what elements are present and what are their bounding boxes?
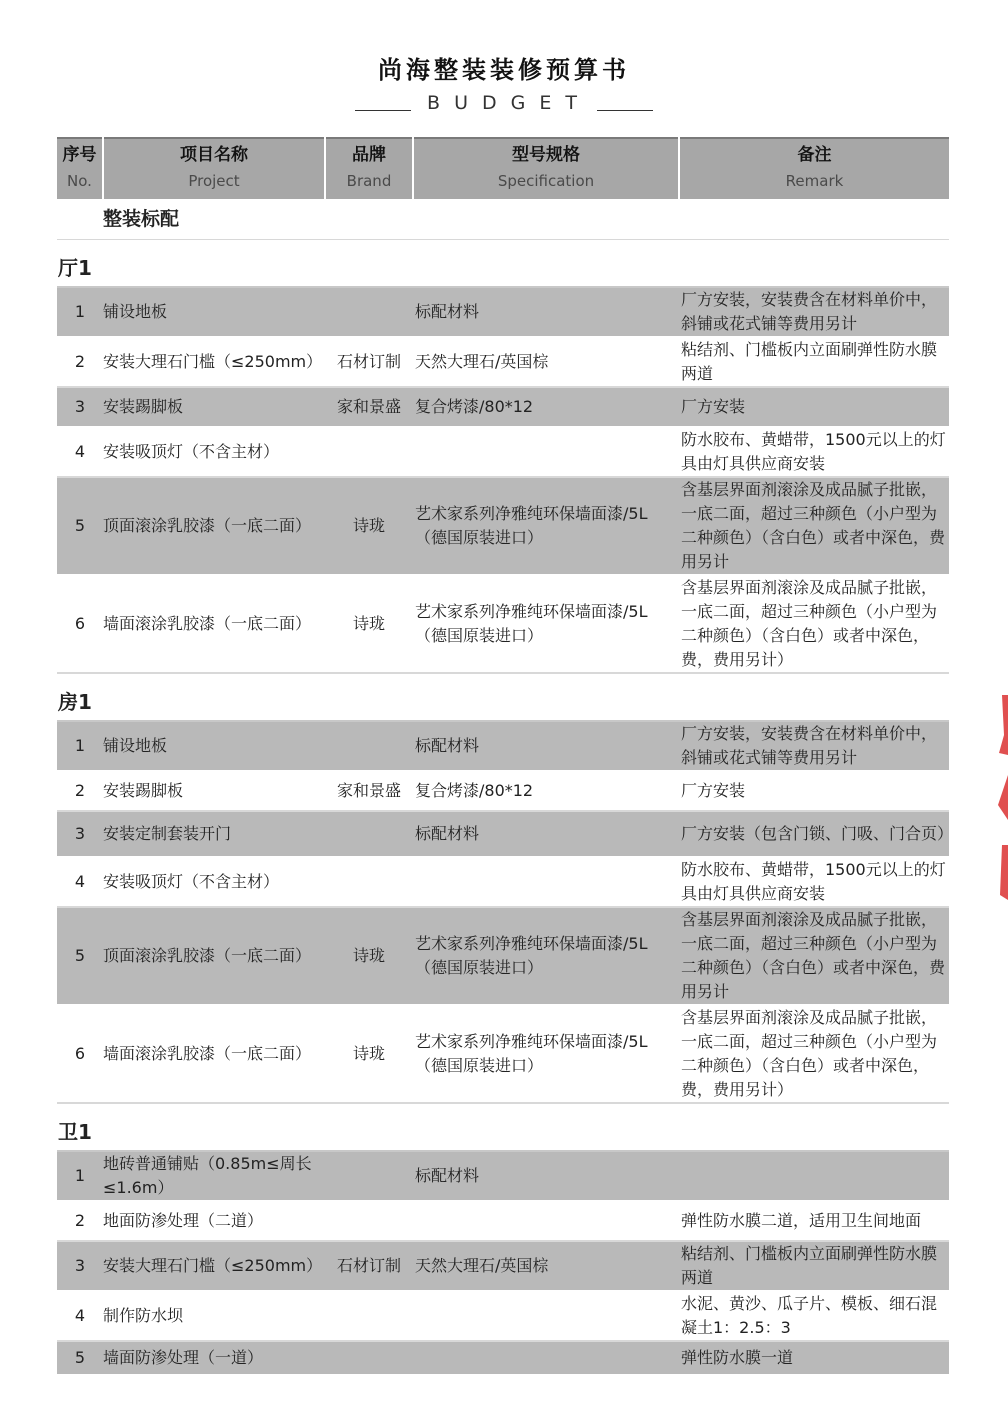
- project-name: 安装踢脚板: [103, 771, 325, 811]
- project-name: 安装大理石门槛（≤250mm）: [103, 337, 325, 387]
- brand: [325, 1291, 413, 1341]
- table-row: [57, 287, 949, 337]
- remark: 厂方安装: [679, 387, 949, 427]
- specification: 标配材料: [413, 721, 679, 771]
- remark: 弹性防水膜一道: [679, 1341, 949, 1375]
- remark: 含基层界面剂滚涂及成品腻子批嵌，一底二面，超过三种颜色（小户型为二种颜色）（含白色）或者中深色，费用另计: [679, 477, 949, 575]
- brand: 诗珑: [325, 1005, 413, 1103]
- project-name: 墙面防渗处理（一道）: [103, 1341, 325, 1375]
- room-section-header: [57, 673, 949, 721]
- row-number: 2: [57, 1201, 103, 1241]
- specification: [413, 857, 679, 907]
- specification: 艺术家系列净雅纯环保墙面漆/5L（德国原装进口）: [413, 575, 679, 673]
- specification: 天然大理石/英国棕: [413, 337, 679, 387]
- project-name: 顶面滚涂乳胶漆（一底二面）: [103, 477, 325, 575]
- specification: [413, 427, 679, 477]
- brand: 诗珑: [325, 907, 413, 1005]
- brand: [325, 1151, 413, 1201]
- table-row: [57, 771, 949, 811]
- room-name: 厅1: [57, 240, 949, 288]
- project-name: 安装踢脚板: [103, 387, 325, 427]
- remark: 厂方安装，安装费含在材料单价中，斜铺或花式铺等费用另计: [679, 721, 949, 771]
- table-row: [57, 477, 949, 575]
- table-row: [57, 1201, 949, 1241]
- brand: [325, 811, 413, 857]
- brand: 石材订制: [325, 1241, 413, 1291]
- table-row: [57, 857, 949, 907]
- specification: 复合烤漆/80*12: [413, 387, 679, 427]
- table-row: [57, 575, 949, 673]
- row-number: 2: [57, 337, 103, 387]
- row-number: 5: [57, 1341, 103, 1375]
- specification: 标配材料: [413, 811, 679, 857]
- brand: 诗珑: [325, 477, 413, 575]
- specification: 艺术家系列净雅纯环保墙面漆/5L（德国原装进口）: [413, 1005, 679, 1103]
- project-name: 安装吸顶灯（不含主材）: [103, 427, 325, 477]
- project-name: 墙面滚涂乳胶漆（一底二面）: [103, 575, 325, 673]
- specification: [413, 1201, 679, 1241]
- project-name: 顶面滚涂乳胶漆（一底二面）: [103, 907, 325, 1005]
- document-title: 尚海整装装修预算书: [378, 56, 630, 84]
- remark: 粘结剂、门槛板内立面刷弹性防水膜两道: [679, 1241, 949, 1291]
- project-name: 地面防渗处理（二道）: [103, 1201, 325, 1241]
- header-no: 序号 No.: [57, 138, 103, 199]
- specification: [413, 1341, 679, 1375]
- row-number: 3: [57, 387, 103, 427]
- package-label-row: [57, 199, 949, 240]
- brand: [325, 427, 413, 477]
- project-name: 铺设地板: [103, 287, 325, 337]
- remark: 厂方安装（包含门锁、门吸、门合页）: [679, 811, 949, 857]
- remark: 防水胶布、黄蜡带，1500元以上的灯具由灯具供应商安装: [679, 857, 949, 907]
- subtitle-text: BUDGET: [427, 92, 591, 114]
- specification: 天然大理石/英国棕: [413, 1241, 679, 1291]
- remark: 含基层界面剂滚涂及成品腻子批嵌，一底二面，超过三种颜色（小户型为二种颜色）（含白色）或者中深色，费，费用另计）: [679, 1005, 949, 1103]
- specification: 复合烤漆/80*12: [413, 771, 679, 811]
- brand: [325, 287, 413, 337]
- table-body: [57, 199, 954, 1375]
- table-row: [57, 1005, 949, 1103]
- specification: [413, 1291, 679, 1341]
- specification: 艺术家系列净雅纯环保墙面漆/5L（德国原装进口）: [413, 477, 679, 575]
- header-project: 项目名称 Project: [103, 138, 325, 199]
- header-brand: 品牌 Brand: [325, 138, 413, 199]
- table-row: [57, 387, 949, 427]
- table-row: [57, 1291, 949, 1341]
- room-section-header: [57, 1103, 949, 1151]
- brand: [325, 1341, 413, 1375]
- project-name: 安装吸顶灯（不含主材）: [103, 857, 325, 907]
- subtitle-rule-right: [597, 110, 653, 111]
- table-header-row: [57, 138, 949, 199]
- project-name: 墙面滚涂乳胶漆（一底二面）: [103, 1005, 325, 1103]
- brand: 家和景盛: [325, 771, 413, 811]
- table-row: [57, 721, 949, 771]
- table-row: [57, 811, 949, 857]
- specification: 艺术家系列净雅纯环保墙面漆/5L（德国原装进口）: [413, 907, 679, 1005]
- table-row: [57, 427, 949, 477]
- table-row: [57, 1151, 949, 1201]
- remark: 含基层界面剂滚涂及成品腻子批嵌，一底二面，超过三种颜色（小户型为二种颜色）（含白色）或者中深色，费用另计: [679, 907, 949, 1005]
- remark: 防水胶布、黄蜡带，1500元以上的灯具由灯具供应商安装: [679, 427, 949, 477]
- row-number: 5: [57, 477, 103, 575]
- brand: [325, 1201, 413, 1241]
- remark: 水泥、黄沙、瓜子片、模板、细石混凝土1：2.5：3: [679, 1291, 949, 1341]
- project-name: 安装定制套装开门: [103, 811, 325, 857]
- table-row: [57, 1341, 949, 1375]
- row-number: 4: [57, 427, 103, 477]
- table-row: [57, 1241, 949, 1291]
- row-number: 3: [57, 811, 103, 857]
- header-remark: 备注 Remark: [679, 138, 949, 199]
- brand: [325, 721, 413, 771]
- row-number: 1: [57, 721, 103, 771]
- room-name: 房1: [57, 673, 949, 721]
- remark: 厂方安装: [679, 771, 949, 811]
- brand: 石材订制: [325, 337, 413, 387]
- remark: 厂方安装，安装费含在材料单价中，斜铺或花式铺等费用另计: [679, 287, 949, 337]
- remark: 含基层界面剂滚涂及成品腻子批嵌，一底二面，超过三种颜色（小户型为二种颜色）（含白色）或者中深色，费，费用另计）: [679, 575, 949, 673]
- project-name: 铺设地板: [103, 721, 325, 771]
- remark: 弹性防水膜二道，适用卫生间地面: [679, 1201, 949, 1241]
- room-section-header: [57, 240, 949, 288]
- brand: [325, 857, 413, 907]
- project-name: 地砖普通铺贴（0.85m≤周长≤1.6m）: [103, 1151, 325, 1201]
- remark: [679, 1151, 949, 1201]
- budget-table: [57, 137, 954, 1376]
- project-name: 安装大理石门槛（≤250mm）: [103, 1241, 325, 1291]
- row-number: 6: [57, 575, 103, 673]
- row-number: 4: [57, 857, 103, 907]
- room-name: 卫1: [57, 1103, 949, 1151]
- row-number: 5: [57, 907, 103, 1005]
- row-number: 1: [57, 287, 103, 337]
- row-number: 3: [57, 1241, 103, 1291]
- specification: 标配材料: [413, 1151, 679, 1201]
- header-specification: 型号规格 Specification: [413, 138, 679, 199]
- table-row: [57, 907, 949, 1005]
- row-number: 4: [57, 1291, 103, 1341]
- remark: 粘结剂、门槛板内立面刷弹性防水膜两道: [679, 337, 949, 387]
- subtitle-rule-left: [355, 110, 411, 111]
- table-row: [57, 337, 949, 387]
- row-number: 1: [57, 1151, 103, 1201]
- row-number: 6: [57, 1005, 103, 1103]
- brand: 家和景盛: [325, 387, 413, 427]
- project-name: 制作防水坝: [103, 1291, 325, 1341]
- edge-stamp-fragment: [996, 695, 1008, 905]
- package-label: 整装标配: [57, 199, 949, 240]
- row-number: 2: [57, 771, 103, 811]
- brand: 诗珑: [325, 575, 413, 673]
- specification: 标配材料: [413, 287, 679, 337]
- document-subtitle: [0, 92, 1008, 114]
